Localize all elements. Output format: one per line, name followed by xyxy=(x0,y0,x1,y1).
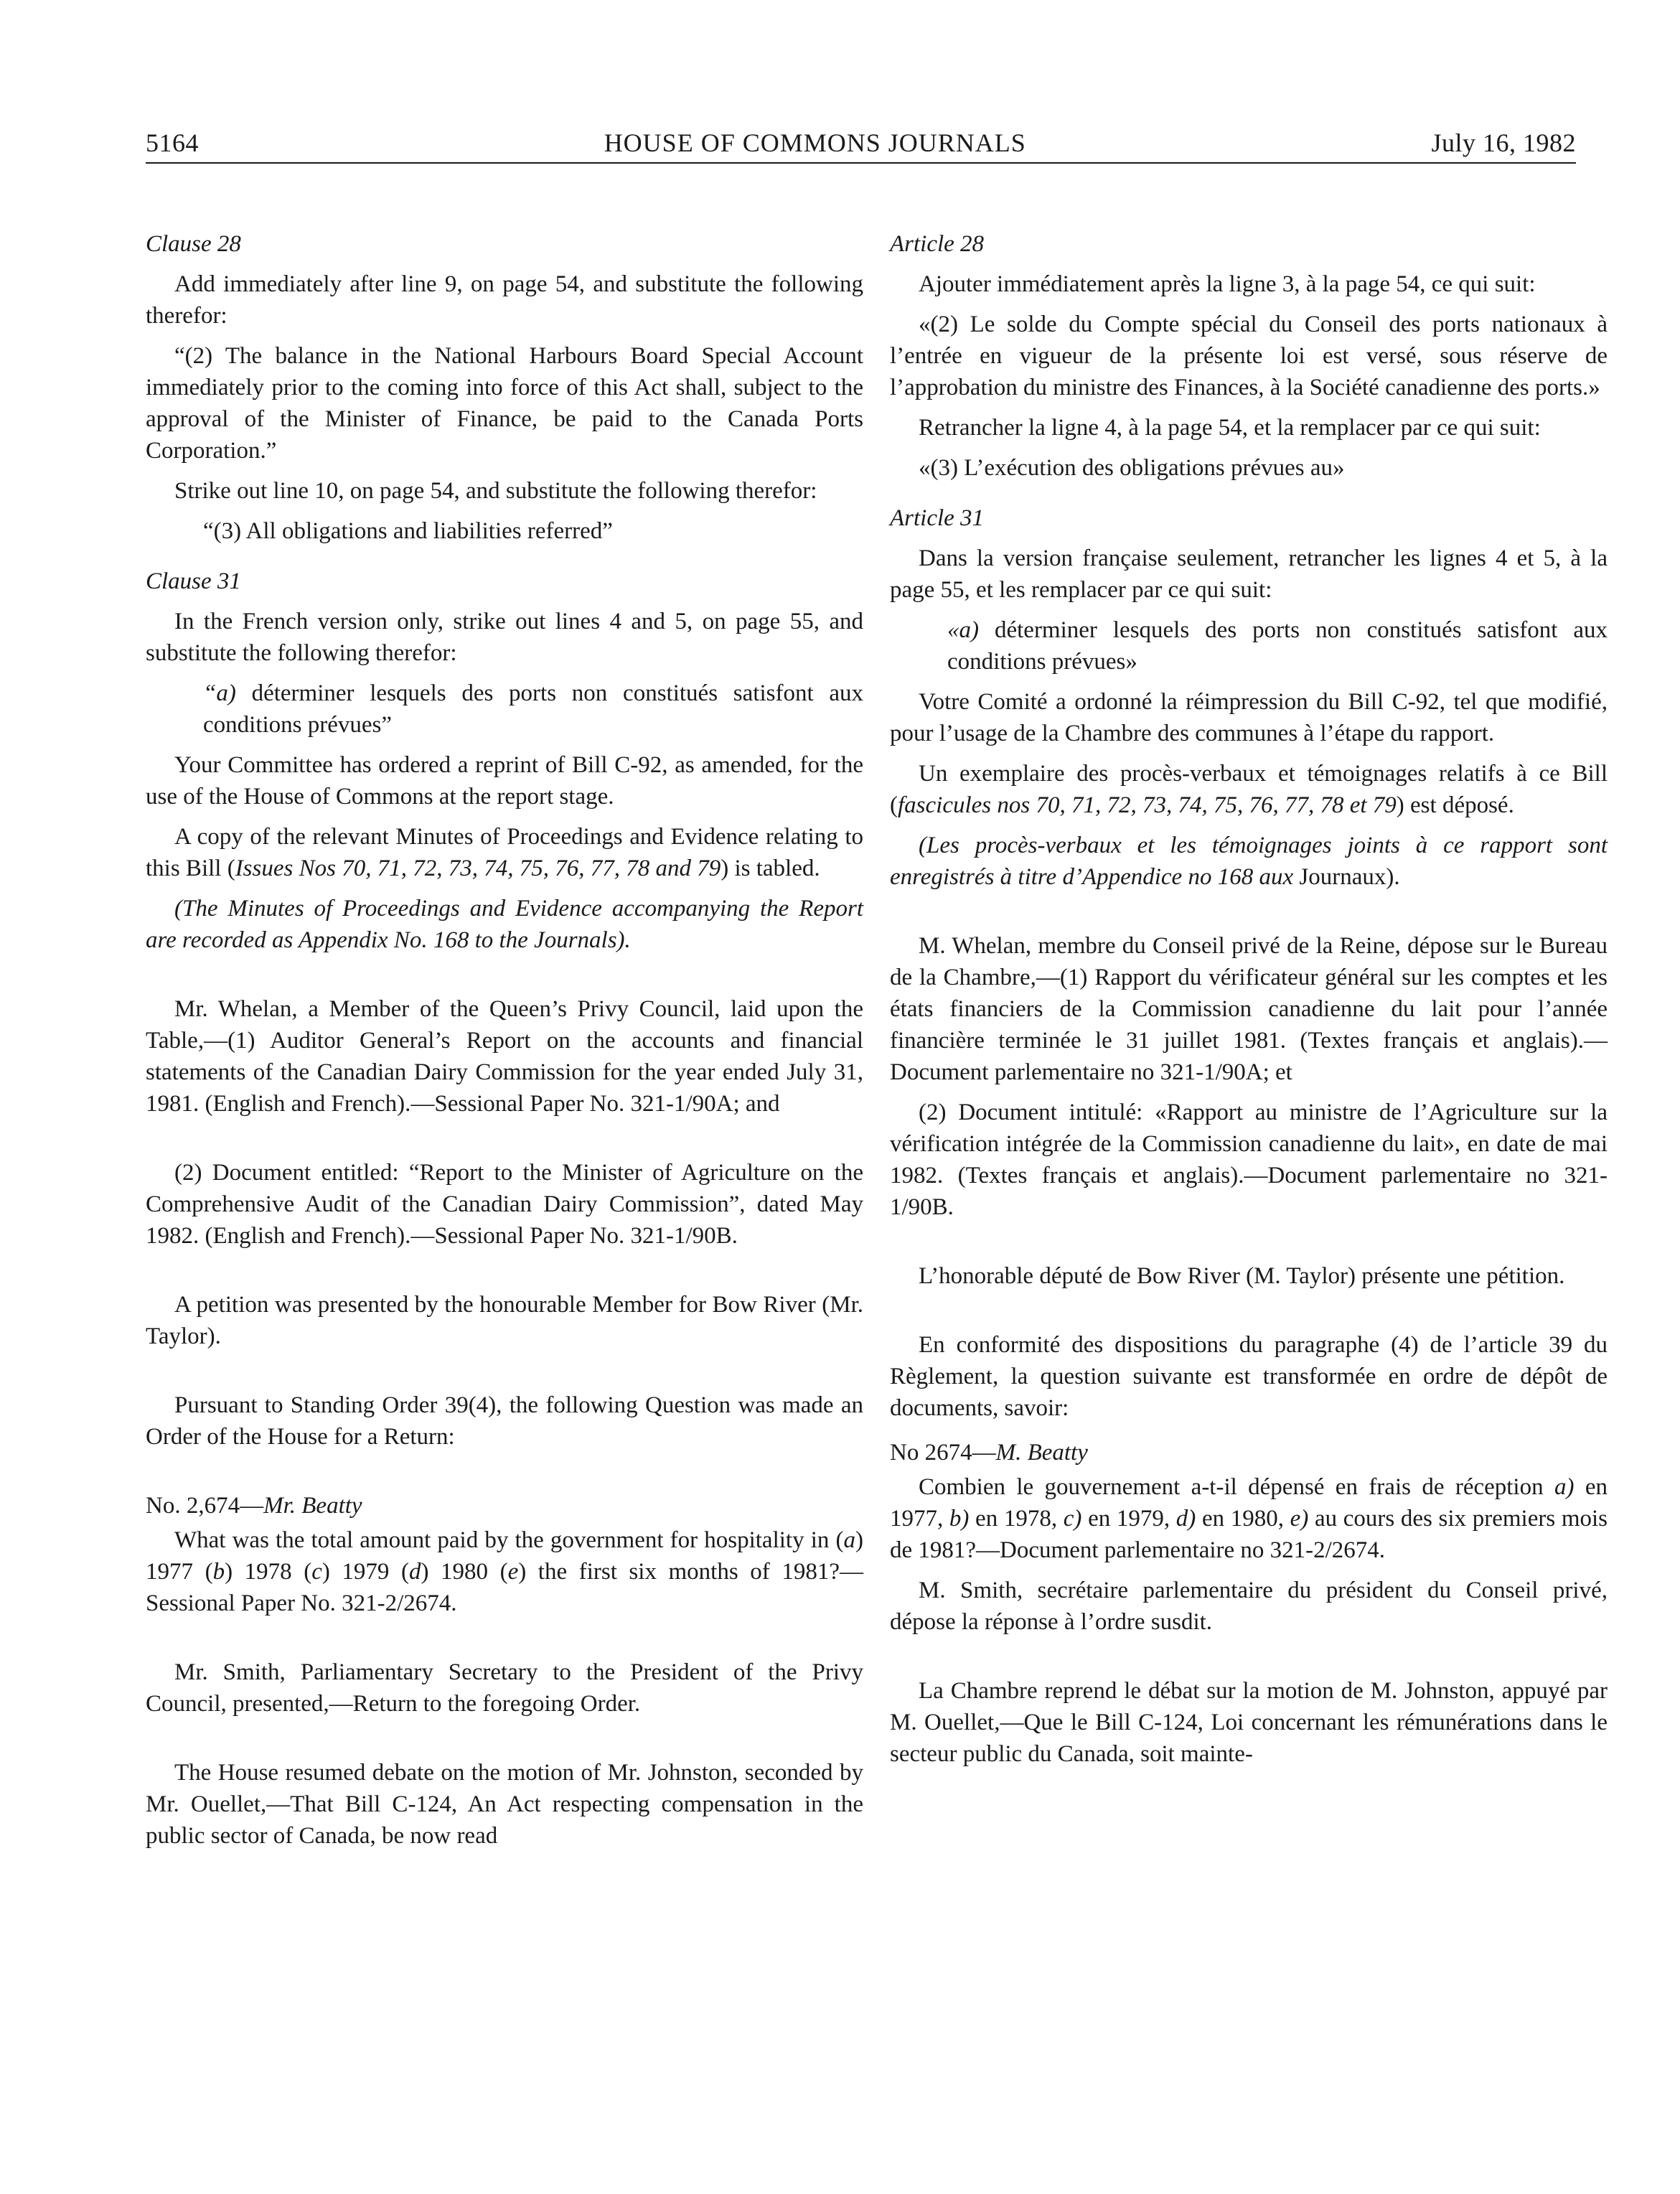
journal-title: HOUSE OF COMMONS JOURNALS xyxy=(604,128,1026,157)
article-28-quote-1: «(2) Le solde du Compte spécial du Conseil des ports nationaux à l’entrée en vigueur de la présente loi est versé, sous réserve de l’approbation du ministre des Finances, à la Société canadienne des ports.» xyxy=(890,311,1608,400)
clause-28-quote-1: “(2) The balance in the National Harbours Board Special Account immediately prior to the coming into force of this Act shall, subject to the approval of the Minister of Finance, be paid to the Canada Ports Corporation.” xyxy=(146,343,863,464)
question-heading: No. 2,674—Mr. Beatty xyxy=(146,1493,362,1519)
proces-verbaux-note: (Les procès-verbaux et les témoignages joints à ce rapport sont enregistrés à titre d’Appendice no 168 aux Journaux). xyxy=(890,833,1608,890)
petition-paragraph: A petition was presented by the honourable Member for Bow River (Mr. Taylor). xyxy=(146,1292,863,1349)
article-28-quote-2: «(3) L’exécution des obligations prévues au» xyxy=(919,455,1345,481)
english-column xyxy=(146,228,863,1860)
reponse-paragraph: M. Smith, secrétaire parlementaire du président du Conseil privé, dépose la réponse à l’ordre susdit. xyxy=(890,1577,1608,1635)
standing-order-paragraph: Pursuant to Standing Order 39(4), the following Question was made an Order of the House for a Return: xyxy=(146,1392,863,1450)
question-text-fr: Combien le gouvernement a-t-il dépensé en frais de réception a) en 1977, b) en 1978, c) en 1979, d) en 1980, e) au cours des six premiers mois de 1981?—Document parlementaire no 321-2/2674. xyxy=(890,1474,1608,1563)
page-header xyxy=(146,128,1576,158)
return-paragraph: Mr. Smith, Parliamentary Secretary to the President of the Privy Council, presented,—Return to the foregoing Order. xyxy=(146,1659,863,1717)
article-31-heading: Article 31 xyxy=(890,505,985,531)
clause-28-heading: Clause 28 xyxy=(146,231,241,257)
clause-31-instruction: In the French version only, strike out lines 4 and 5, on page 55, and substitute the following therefor: xyxy=(146,609,863,666)
article-28-instruction-1: Ajouter immédiatement après la ligne 3, à la page 54, ce qui suit: xyxy=(919,271,1536,297)
french-column xyxy=(890,228,1608,1778)
reprint-paragraph: Your Committee has ordered a reprint of Bill C-92, as amended, for the use of the House of Commons at the report stage. xyxy=(146,752,863,810)
minutes-note: (The Minutes of Proceedings and Evidence accompanying the Report are recorded as Appendix No. 168 to the Journals). xyxy=(146,896,863,953)
clause-31-heading: Clause 31 xyxy=(146,568,241,594)
article-31-instruction: Dans la version française seulement, retrancher les lignes 4 et 5, à la page 55, et les remplacer par ce qui suit: xyxy=(890,545,1608,603)
question-text: What was the total amount paid by the government for hospitality in (a) 1977 (b) 1978 (c) 1979 (d) 1980 (e) the first six months of 1981?—Sessional Paper No. 321-2/2674. xyxy=(146,1527,863,1616)
whelan-depot: M. Whelan, membre du Conseil privé de la Reine, dépose sur le Bureau de la Chambre,—(1) Rapport du vérificateur général sur les comptes et les états financiers de la Commission canadienne du lait pour l’année financière terminée le 31 juillet 1981. (Textes français et anglais).—Document parlementaire no 321-1/90A; et xyxy=(890,933,1608,1085)
document-2: (2) Document entitled: “Report to the Minister of Agriculture on the Comprehensive Audit of the Canadian Dairy Commission”, dated May 1982. (English and French).—Sessional Paper No. 321-1/90B. xyxy=(146,1160,863,1249)
article-28-instruction-2: Retrancher la ligne 4, à la page 54, et la remplacer par ce qui suit: xyxy=(919,415,1541,441)
page-date: July 16, 1982 xyxy=(1431,128,1576,157)
reimpression-paragraph: Votre Comité a ordonné la réimpression du Bill C-92, tel que modifié, pour l’usage de la Chambre des communes à l’étape du rapport. xyxy=(890,689,1608,746)
question-heading-fr: No 2674—M. Beatty xyxy=(890,1440,1088,1466)
header-rule xyxy=(146,162,1576,164)
petition-fr: L’honorable député de Bow River (M. Taylor) présente une pétition. xyxy=(919,1263,1565,1289)
article-31-quote: «a) déterminer lesquels des ports non constitués satisfont aux conditions prévues» xyxy=(947,617,1608,675)
debate-paragraph: The House resumed debate on the motion of Mr. Johnston, seconded by Mr. Ouellet,—That Bill C-124, An Act respecting compensation in the public sector of Canada, be now read xyxy=(146,1760,863,1849)
clause-28-quote-2: “(3) All obligations and liabilities referred” xyxy=(203,518,613,544)
minutes-copy-paragraph: A copy of the relevant Minutes of Proceedings and Evidence relating to this Bill (Issues Nos 70, 71, 72, 73, 74, 75, 76, 77, 78 and 79) is tabled. xyxy=(146,824,863,881)
clause-28-instruction-1: Add immediately after line 9, on page 54, and substitute the following therefor: xyxy=(146,271,863,329)
document-2-fr: (2) Document intitulé: «Rapport au ministre de l’Agriculture sur la vérification intégrée de la Commission canadienne du lait», en date de mai 1982. (Textes français et anglais).—Document parlementaire no 321-1/90B. xyxy=(890,1100,1608,1220)
clause-28-instruction-2: Strike out line 10, on page 54, and substitute the following therefor: xyxy=(174,478,817,504)
exemplaire-paragraph: Un exemplaire des procès-verbaux et témoignages relatifs à ce Bill (fascicules nos 70, 71, 72, 73, 74, 75, 76, 77, 78 et 79) est déposé. xyxy=(890,761,1608,818)
debat-paragraph: La Chambre reprend le débat sur la motion de M. Johnston, appuyé par M. Ouellet,—Que le Bill C-124, Loi concernant les rémunérations dans le secteur public du Canada, soit mainte- xyxy=(890,1678,1608,1767)
clause-31-quote: “a) déterminer lesquels des ports non constitués satisfont aux conditions prévues” xyxy=(203,680,863,738)
page-number: 5164 xyxy=(146,128,199,157)
article-28-heading: Article 28 xyxy=(890,231,985,257)
whelan-tabling: Mr. Whelan, a Member of the Queen’s Privy Council, laid upon the Table,—(1) Auditor General’s Report on the accounts and financial statements of the Canadian Dairy Commission for the year ended July 31, 1981. (English and French).—Sessional Paper No. 321-1/90A; and xyxy=(146,996,863,1117)
reglement-paragraph: En conformité des dispositions du paragraphe (4) de l’article 39 du Règlement, la question suivante est transformée en ordre de dépôt de documents, savoir: xyxy=(890,1332,1608,1421)
